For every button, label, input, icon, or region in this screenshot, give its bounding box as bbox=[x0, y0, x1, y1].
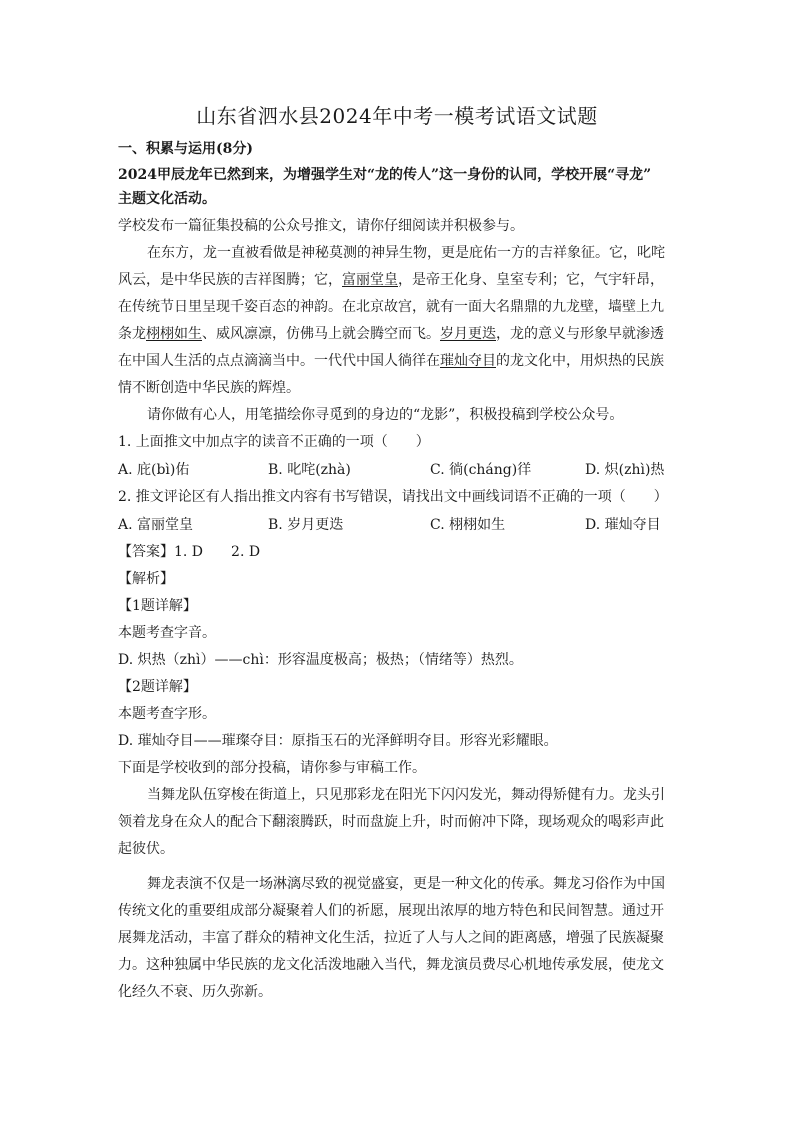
para4-line-5: 化经久不衰、历久弥新。 bbox=[118, 984, 272, 1000]
para1-text: 风云，是中华民族的吉祥图腾；它， bbox=[118, 272, 342, 288]
q1-detail-heading: 【1题详解】 bbox=[118, 598, 197, 614]
underlined-word: 富丽堂皇 bbox=[342, 272, 398, 288]
para3-line-2: 领着龙身在众人的配合下翻滚腾跃，时而盘旋上升，时而俯冲下降，现场观众的喝彩声此 bbox=[118, 814, 664, 830]
q1-focus: 本题考查字音。 bbox=[118, 625, 216, 641]
q2-option-b[interactable]: B. 岁月更迭 bbox=[268, 517, 344, 533]
q2-explanation: D. 璀灿夺目——璀璨夺目：原指玉石的光泽鲜明夺目。形容光彩耀眼。 bbox=[118, 733, 558, 749]
underlined-word: 岁月更迭 bbox=[440, 326, 496, 342]
q1-option-b[interactable]: B. 叱咤(zhà) bbox=[268, 462, 351, 478]
next-intro: 下面是学校收到的部分投稿，请你参与审稿工作。 bbox=[118, 760, 426, 776]
para4-line-3: 展舞龙活动，丰富了群众的精神文化生活，拉近了人与人之间的距离感，增强了民族凝聚 bbox=[118, 930, 664, 946]
q2-option-c[interactable]: C. 栩栩如生 bbox=[430, 517, 506, 533]
para1-text: 在中国人生活的点点滴滴当中。一代代中国人徜徉在 bbox=[118, 353, 440, 369]
para1-line-4 bbox=[118, 324, 678, 344]
q2-detail-heading: 【2题详解】 bbox=[118, 679, 197, 695]
q2-focus: 本题考查字形。 bbox=[118, 706, 216, 722]
para1-text: ，龙的意义与形象早就渗透 bbox=[496, 326, 664, 342]
para1-text: 的龙文化中，用炽热的民族 bbox=[496, 353, 664, 369]
answer: 【答案】1. D 2. D bbox=[118, 544, 261, 560]
para1-line-2 bbox=[118, 270, 678, 290]
q1-option-d[interactable]: D. 炽(zhì)热 bbox=[585, 462, 665, 478]
intro-bold-line-2: 主题文化活动。 bbox=[118, 191, 216, 207]
para2: 请你做有心人，用笔描绘你寻觅到的身边的“龙影”，积极投稿到学校公众号。 bbox=[147, 407, 624, 423]
exam-title: 山东省泗水县2024年中考一模考试语文试题 bbox=[196, 104, 598, 128]
para4-line-1: 舞龙表演不仅是一场淋漓尽致的视觉盛宴，更是一种文化的传承。舞龙习俗作为中国 bbox=[147, 876, 665, 892]
para1-line-3: 在传统节日里呈现千姿百态的神韵。在北京故宫，就有一面大名鼎鼎的九龙壁，墙壁上九 bbox=[118, 299, 664, 315]
q1-stem: 1. 上面推文中加点字的读音不正确的一项（ ） bbox=[118, 434, 430, 450]
para1-text: 、威风凛凛，仿佛马上就会腾空而飞。 bbox=[202, 326, 440, 342]
intro-bold-line-1: 2024甲辰龙年已然到来，为增强学生对“龙的传人”这一身份的认同，学校开展“寻龙” bbox=[118, 167, 652, 183]
para1-line-1: 在东方，龙一直被看做是神秘莫测的神异生物，更是庇佑一方的吉祥象征。它，叱咤 bbox=[147, 245, 665, 261]
underlined-word: 璀灿夺目 bbox=[440, 353, 496, 369]
analysis-heading: 【解析】 bbox=[118, 571, 174, 587]
section-heading: 一、积累与运用(8分) bbox=[118, 141, 253, 157]
para1-line-6: 情不断创造中华民族的辉煌。 bbox=[118, 380, 300, 396]
q2-stem: 2. 推文评论区有人指出推文内容有书写错误，请找出文中画线词语不正确的一项（ ） bbox=[118, 489, 668, 505]
para1-text: 条龙 bbox=[118, 326, 146, 342]
para3-line-1: 当舞龙队伍穿梭在街道上，只见那彩龙在阳光下闪闪发光，舞动得矫健有力。龙头引 bbox=[147, 787, 665, 803]
q2-option-d[interactable]: D. 璀灿夺目 bbox=[585, 517, 661, 533]
q1-option-a[interactable]: A. 庇(bì)佑 bbox=[118, 462, 190, 478]
para4-line-4: 力。这种独属中华民族的龙文化活泼地融入当代，舞龙演员费尽心机地传承发展，使龙文 bbox=[118, 957, 664, 973]
para3-line-3: 起彼伏。 bbox=[118, 841, 174, 857]
para1-text: ，是帝王化身、皇室专利；它，气宇轩昂， bbox=[398, 272, 664, 288]
q1-explanation: D. 炽热（zhì）——chì：形容温度极高；极热；（情绪等）热烈。 bbox=[118, 652, 523, 668]
underlined-word: 栩栩如生 bbox=[146, 326, 202, 342]
q1-option-c[interactable]: C. 徜(cháng)徉 bbox=[430, 462, 532, 478]
para4-line-2: 传统文化的重要组成部分凝聚着人们的祈愿，展现出浓厚的地方特色和民间智慧。通过开 bbox=[118, 903, 664, 919]
para1-line-5 bbox=[118, 351, 678, 371]
q2-option-a[interactable]: A. 富丽堂皇 bbox=[118, 517, 194, 533]
intro-plain: 学校发布一篇征集投稿的公众号推文，请你仔细阅读并积极参与。 bbox=[118, 218, 524, 234]
